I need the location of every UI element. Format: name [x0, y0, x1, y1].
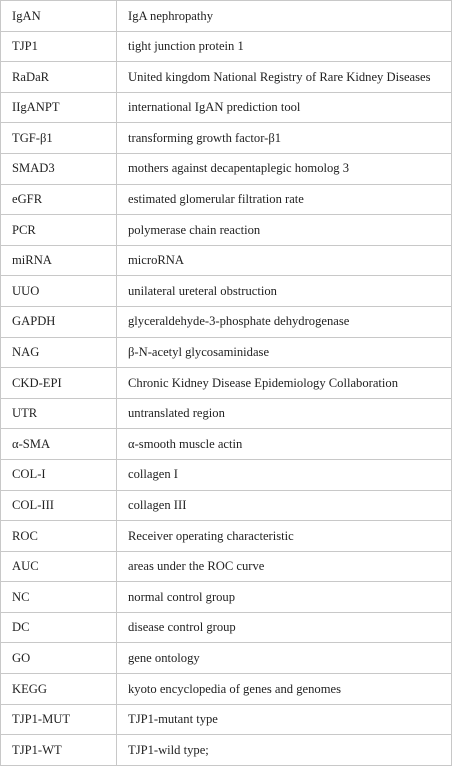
table-row — [1, 612, 452, 643]
definition-cell: α-smooth muscle actin — [117, 429, 452, 460]
abbreviation-cell: NC — [1, 582, 117, 613]
abbreviation-cell: GO — [1, 643, 117, 674]
table-row — [1, 123, 452, 154]
abbreviation-cell: ROC — [1, 521, 117, 552]
definition-cell: glyceraldehyde-3-phosphate dehydrogenase — [117, 306, 452, 337]
abbreviation-cell: TJP1 — [1, 31, 117, 62]
abbreviations-table-body — [1, 1, 452, 766]
definition-cell: β-N-acetyl glycosaminidase — [117, 337, 452, 368]
definition-cell: TJP1-wild type; — [117, 735, 452, 766]
definition-cell: untranslated region — [117, 398, 452, 429]
table-row — [1, 245, 452, 276]
table-row — [1, 1, 452, 32]
abbreviation-cell: UTR — [1, 398, 117, 429]
abbreviation-cell: RaDaR — [1, 62, 117, 93]
abbreviation-cell: TJP1-MUT — [1, 704, 117, 735]
table-row — [1, 551, 452, 582]
definition-cell: TJP1-mutant type — [117, 704, 452, 735]
definition-cell: IgA nephropathy — [117, 1, 452, 32]
table-row — [1, 184, 452, 215]
definition-cell: polymerase chain reaction — [117, 215, 452, 246]
abbreviation-cell: NAG — [1, 337, 117, 368]
definition-cell: international IgAN prediction tool — [117, 92, 452, 123]
abbreviation-cell: COL-I — [1, 459, 117, 490]
abbreviation-cell: KEGG — [1, 674, 117, 705]
abbreviation-cell: DC — [1, 612, 117, 643]
abbreviation-cell: SMAD3 — [1, 153, 117, 184]
table-row — [1, 459, 452, 490]
table-row — [1, 704, 452, 735]
table-row — [1, 582, 452, 613]
definition-cell: areas under the ROC curve — [117, 551, 452, 582]
table-row — [1, 92, 452, 123]
abbreviation-cell: miRNA — [1, 245, 117, 276]
definition-cell: kyoto encyclopedia of genes and genomes — [117, 674, 452, 705]
abbreviation-cell: PCR — [1, 215, 117, 246]
definition-cell: disease control group — [117, 612, 452, 643]
definition-cell: United kingdom National Registry of Rare Kidney Diseases — [117, 62, 452, 93]
table-row — [1, 306, 452, 337]
abbreviation-cell: IgAN — [1, 1, 117, 32]
abbreviation-cell: COL-III — [1, 490, 117, 521]
definition-cell: Receiver operating characteristic — [117, 521, 452, 552]
table-row — [1, 490, 452, 521]
definition-cell: mothers against decapentaplegic homolog 3 — [117, 153, 452, 184]
table-row — [1, 674, 452, 705]
table-row — [1, 62, 452, 93]
table-row — [1, 368, 452, 399]
table-row — [1, 398, 452, 429]
abbreviation-cell: GAPDH — [1, 306, 117, 337]
definition-cell: unilateral ureteral obstruction — [117, 276, 452, 307]
abbreviation-cell: AUC — [1, 551, 117, 582]
abbreviation-cell: IIgANPT — [1, 92, 117, 123]
definition-cell: tight junction protein 1 — [117, 31, 452, 62]
abbreviation-cell: TGF-β1 — [1, 123, 117, 154]
table-row — [1, 735, 452, 766]
table-row — [1, 643, 452, 674]
definition-cell: collagen III — [117, 490, 452, 521]
definition-cell: estimated glomerular filtration rate — [117, 184, 452, 215]
definition-cell: gene ontology — [117, 643, 452, 674]
definition-cell: normal control group — [117, 582, 452, 613]
abbreviation-cell: α-SMA — [1, 429, 117, 460]
table-row — [1, 153, 452, 184]
abbreviation-cell: UUO — [1, 276, 117, 307]
table-row — [1, 276, 452, 307]
table-row — [1, 337, 452, 368]
definition-cell: collagen I — [117, 459, 452, 490]
definition-cell: microRNA — [117, 245, 452, 276]
abbreviation-cell: CKD-EPI — [1, 368, 117, 399]
definition-cell: Chronic Kidney Disease Epidemiology Collaboration — [117, 368, 452, 399]
definition-cell: transforming growth factor-β1 — [117, 123, 452, 154]
table-row — [1, 31, 452, 62]
abbreviation-cell: eGFR — [1, 184, 117, 215]
table-row — [1, 215, 452, 246]
table-row — [1, 521, 452, 552]
table-row — [1, 429, 452, 460]
abbreviation-cell: TJP1-WT — [1, 735, 117, 766]
